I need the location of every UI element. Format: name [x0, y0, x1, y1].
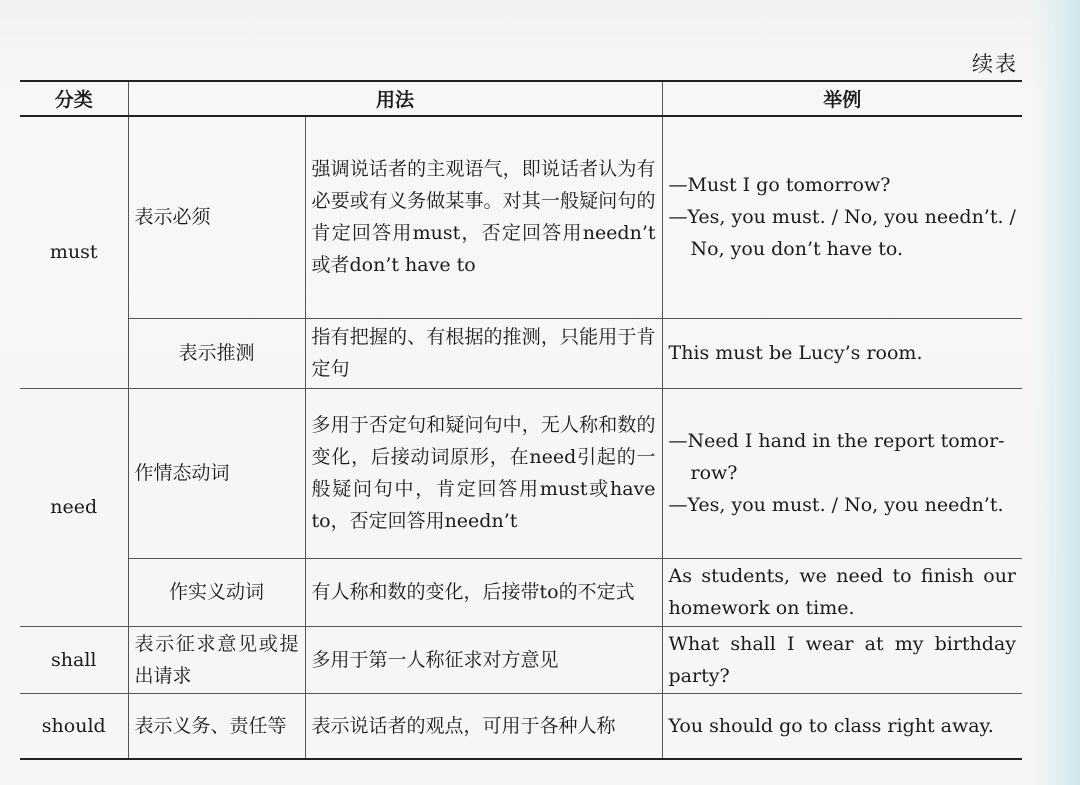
example-line: No, you don’t have to. — [690, 238, 904, 261]
usage-cell: 表示说话者的观点，可用于各种人称 — [305, 693, 662, 759]
header-usage: 用法 — [128, 81, 662, 116]
header-category: 分类 — [20, 81, 128, 116]
example-line: —Yes, you must. / No, you needn’t. / — [668, 206, 1016, 229]
category-need: need — [20, 388, 128, 626]
example-cell: This must be Lucy’s room. — [662, 318, 1022, 388]
table-row — [20, 388, 1022, 558]
example-cell: What shall I wear at my birthday party? — [662, 626, 1022, 693]
meaning-cell: 表示推测 — [128, 318, 305, 388]
continued-label: 续表 — [972, 52, 1018, 76]
example-cell — [662, 388, 1022, 558]
usage-cell: 有人称和数的变化，后接带to的不定式 — [305, 558, 662, 626]
example-line: row? — [690, 462, 738, 484]
meaning-cell: 表示义务、责任等 — [128, 693, 305, 759]
example-line: —Yes, you must. / No, you needn’t. — [668, 494, 1004, 516]
category-must: must — [20, 116, 128, 388]
table-row — [20, 693, 1022, 759]
table-row — [20, 558, 1022, 626]
modal-verbs-table — [20, 80, 1022, 760]
example-line: —Must I go tomorrow? — [668, 174, 891, 197]
example-cell: As students, we need to finish our homework on time. — [662, 558, 1022, 626]
meaning-cell: 表示征求意见或提出请求 — [128, 626, 305, 693]
example-line: —Need I hand in the report tomor- — [668, 430, 1005, 452]
category-should: should — [20, 693, 128, 759]
page-edge — [1032, 0, 1080, 785]
example-cell: You should go to class right away. — [662, 693, 1022, 759]
example-cell — [662, 116, 1022, 318]
meaning-cell: 表示必须 — [128, 116, 305, 318]
meaning-cell: 作实义动词 — [128, 558, 305, 626]
table-row — [20, 116, 1022, 318]
meaning-cell: 作情态动词 — [128, 388, 305, 558]
usage-cell: 多用于第一人称征求对方意见 — [305, 626, 662, 693]
table-header-row — [20, 81, 1022, 116]
header-example: 举例 — [662, 81, 1022, 116]
usage-cell: 强调说话者的主观语气，即说话者认为有必要或有义务做某事。对其一般疑问句的肯定回答用must，否定回答用needn’t或者don’t have to — [305, 116, 662, 318]
usage-cell: 多用于否定句和疑问句中，无人称和数的变化，后接动词原形，在need引起的一般疑问句中，肯定回答用must或have to，否定回答用needn’t — [305, 388, 662, 558]
category-shall: shall — [20, 626, 128, 693]
usage-cell: 指有把握的、有根据的推测，只能用于肯定句 — [305, 318, 662, 388]
table-row — [20, 318, 1022, 388]
table-row — [20, 626, 1022, 693]
